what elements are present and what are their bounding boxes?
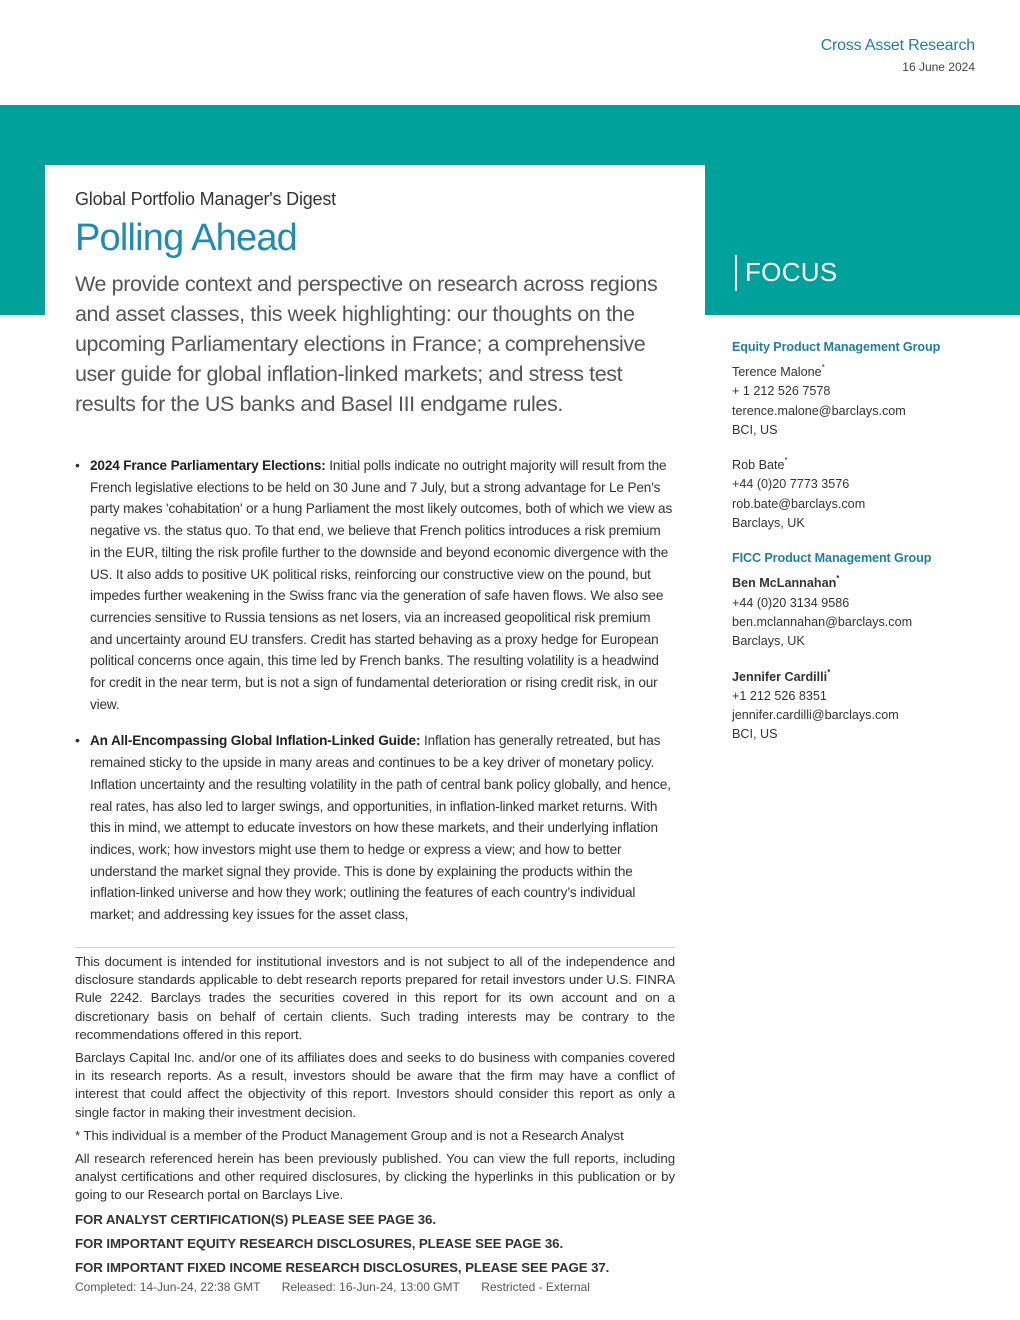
research-series-label: Cross Asset Research xyxy=(820,37,975,54)
contact-location: Barclays, UK xyxy=(732,634,805,649)
pmg-marker: * xyxy=(784,456,788,466)
contact-group-ficc: FICC Product Management Group xyxy=(732,551,932,566)
publication-date: 16 June 2024 xyxy=(902,60,975,74)
contact-group-equity: Equity Product Management Group xyxy=(732,340,941,354)
highlight-heading[interactable]: An All-Encompassing Global Inflation-Linked Guide: xyxy=(90,733,421,749)
contact-email[interactable]: terence.malone@barclays.com xyxy=(732,403,906,418)
released-timestamp: Released: 16-Jun-24, 13:00 GMT xyxy=(281,1280,460,1295)
contact-phone: + 1 212 526 7578 xyxy=(732,384,831,399)
contact-location: Barclays, UK xyxy=(732,516,805,531)
main-content-card xyxy=(45,165,705,925)
contact-name: Ben McLannahan xyxy=(732,576,837,591)
completed-timestamp: Completed: 14-Jun-24, 22:38 GMT xyxy=(75,1280,261,1295)
contact-location: BCI, US xyxy=(732,727,778,742)
pmg-marker: * xyxy=(827,667,831,677)
contact-location: BCI, US xyxy=(732,422,778,437)
contact-card xyxy=(732,451,992,533)
highlights-list xyxy=(75,455,673,923)
disclosure-institutional: This document is intended for institutional investors and is not subject to all of the independence and disclosure standards applicable to debt research reports prepared for retail investors under U.S. FINRA Rule 2242. Barclays trades the securities covered in this report for its own account and on a discretionary basis on behalf of certain clients. Such trading interests may be contrary to the recommendations offered in this report. xyxy=(75,954,675,1042)
contact-email[interactable]: ben.mclannahan@barclays.com xyxy=(732,614,913,629)
highlight-france-elections xyxy=(75,455,673,715)
focus-label: FOCUS xyxy=(735,255,838,291)
publication-footer xyxy=(75,1280,675,1294)
bullet-marker: • xyxy=(75,732,80,749)
highlight-inflation-guide xyxy=(75,730,673,923)
contact-card xyxy=(732,358,992,440)
disclosures-block xyxy=(75,947,675,1294)
contact-email[interactable]: jennifer.cardilli@barclays.com xyxy=(732,708,899,723)
disclosure-conflict: Barclays Capital Inc. and/or one of its affiliates does and seeks to do business with companies covered in its research reports. As a result, investors should be aware that the firm may have a conflict of interest that could affect the objectivity of this report. Investors should consider this report as only a single factor in making their investment decision. xyxy=(75,1050,675,1120)
highlight-body: Initial polls indicate no outright majority will result from the French legislative elections to be held on 30 June and 7 July, but a strong advantage for Le Pen's party makes 'cohabitation' or a hung Parliament the most likely outcomes, both of which we view as negative vs. the status quo. To that end, we believe that French politics introduces a risk premium in the EUR, tilting the risk profile further to the downside and beyond economic divergence with the US. It also adds to positive UK political risks, reinforcing our constructive view on the pound, but impedes further weakening in the Swiss franc via the generation of safe haven flows. We also see currencies sensitive to Russia tensions as net losers, via an increased geopolitical risk premium and uncertainty around EU transfers. Credit has started behaving as a proxy hedge for European political concerns once again, this time led by French banks. The resulting volatility is a headwind for credit in the near term, but is not a sign of fundamental deterioration or rising credit risk, in our view. xyxy=(90,458,673,712)
contact-phone: +1 212 526 8351 xyxy=(732,688,827,703)
highlight-heading[interactable]: 2024 France Parliamentary Elections: xyxy=(90,458,326,473)
analyst-certification-link[interactable]: FOR ANALYST CERTIFICATION(S) PLEASE SEE PAGE 36. xyxy=(75,1211,436,1227)
contact-phone: +44 (0)20 7773 3576 xyxy=(732,477,850,492)
contact-name: Terence Malone xyxy=(732,365,822,379)
contact-card xyxy=(732,569,992,651)
contact-phone: +44 (0)20 3134 9586 xyxy=(732,595,850,610)
contacts-sidebar xyxy=(732,340,992,756)
contact-name: Jennifer Cardilli xyxy=(732,669,828,684)
pmg-marker: * xyxy=(821,363,825,372)
disclosure-previously-published: All research referenced herein has been previously published. You can view the full reports, including analyst certifications and other required disclosures, by clicking the hyperlinks in this publication or by going to our Research portal on Barclays Live. xyxy=(75,1151,675,1203)
report-eyebrow: Global Portfolio Manager's Digest xyxy=(75,189,336,209)
report-header xyxy=(821,37,975,74)
report-lead: We provide context and perspective on research across regions and asset classes, this week highlighting: our thoughts on the upcoming Parliamentary elections in France; a comprehensive user guide for global inflation-linked markets; and stress test results for the US banks and Basel III endgame rules. xyxy=(75,272,658,416)
contact-card xyxy=(732,663,992,745)
contact-name: Rob Bate xyxy=(732,458,785,473)
contact-email[interactable]: rob.bate@barclays.com xyxy=(732,496,866,511)
highlight-body: Inflation has generally retreated, but has remained sticky to the upside in many areas and continues to be a key driver of monetary policy. Inflation uncertainty and the resulting volatility in the path of central bank policy globally, and hence, real rates, has also led to larger swings, and opportunities, in inflation-linked market returns. With this in mind, we attempt to educate investors on how these markets, and their underlying inflation indices, work; how investors might use them to hedge or express a view; and how to better understand the market signal they provide. This is done by explaining the products within the inflation-linked universe and how they work; outlining the features of each country’s individual market; and addressing key issues for the asset class, xyxy=(90,733,671,923)
bullet-marker: • xyxy=(75,457,80,473)
restriction-label: Restricted - External xyxy=(481,1280,590,1295)
pmg-marker: * xyxy=(836,574,840,584)
disclosure-pmg-note: * This individual is a member of the Product Management Group and is not a Research Analyst xyxy=(75,1127,624,1143)
fixed-income-disclosures-link[interactable]: FOR IMPORTANT FIXED INCOME RESEARCH DISCLOSURES, PLEASE SEE PAGE 37. xyxy=(75,1260,610,1276)
equity-disclosures-link[interactable]: FOR IMPORTANT EQUITY RESEARCH DISCLOSURES, PLEASE SEE PAGE 36. xyxy=(75,1235,564,1251)
report-title: Polling Ahead xyxy=(75,217,298,259)
